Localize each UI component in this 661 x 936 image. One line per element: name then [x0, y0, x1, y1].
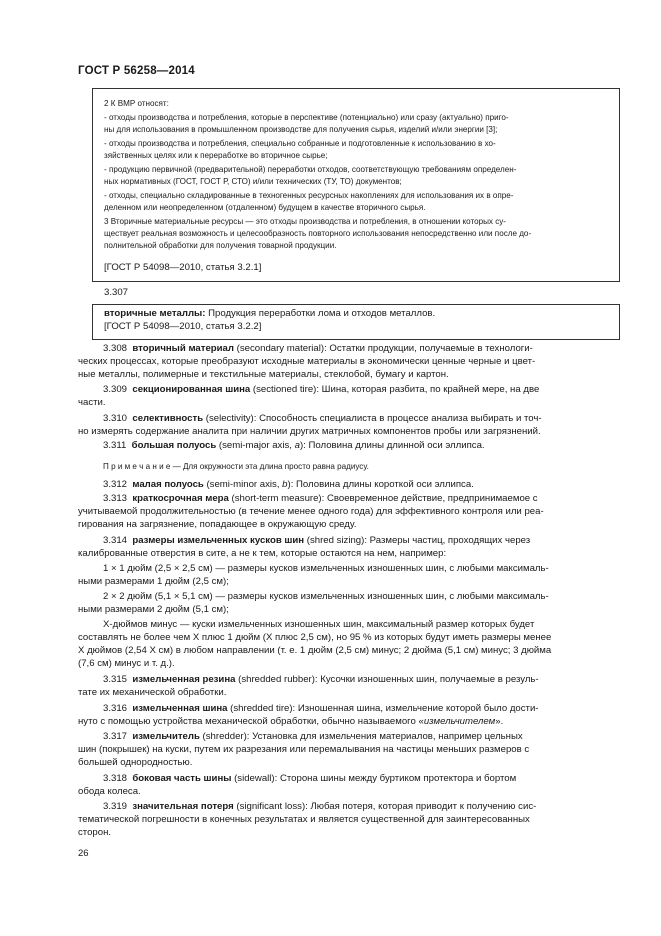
term-307-line: [104, 308, 610, 321]
entry-line: но измерять содержание аналита при наличии других матричных компонентов пробы или загрязнений.: [78, 426, 541, 437]
term-number: 3.313: [103, 493, 128, 504]
note-line: полнительной обработки для получения товарной продукции.: [104, 241, 337, 250]
example-line: ными размерами 1 дюйм (2,5 см);: [78, 576, 229, 587]
entry-line: [103, 674, 615, 687]
example-line: X дюймов (2,54 X см) в любом направлении (т. е. 1 дюйм (2,5 см) минус; 2 дюйма (5,1 см) минус; 3 дюйма: [78, 645, 552, 656]
entry-line: [103, 384, 615, 397]
note-line: ных нормативных (ГОСТ, ГОСТ Р, СТО) и/или технических (ТУ, ТО) документов;: [104, 177, 402, 186]
term-number: 3.316: [103, 703, 128, 714]
term-number: 3.307: [104, 287, 129, 298]
note-line: ны для использования в промышленном производстве для получения сырья, изделий и/или энергии [3];: [104, 125, 498, 134]
term-definition: (shredder): Установка для измельчения материалов, например цельных: [199, 731, 523, 742]
example-line: 1 × 1 дюйм (2,5 × 2,5 см) — размеры кусков измельченных изношенных шин, с любыми максималь-: [103, 563, 549, 574]
entry-line: ческих процессах, которые преобразуют исходные материалы в экономически ценные черные и цвет-: [78, 356, 536, 367]
entry-line: [103, 703, 615, 716]
entry-line: тематической погрешности в конечных результатах и является существенной для заинтересованных: [78, 814, 530, 825]
note-line: деленном или неопределенном (отдаленном) будущем в качестве вторичного сырья.: [104, 203, 426, 212]
document-header: ГОСТ Р 56258—2014: [78, 65, 195, 77]
term-definition: (shred sizing): Размеры частиц, проходящих через: [304, 535, 531, 546]
entry-line: ные металлы, полимерные и текстильные материалы, стеклобой, бумагу и картон.: [78, 369, 449, 380]
term-definition: (selectivity): Способность специалиста в процессе анализа выбирать и точ-: [203, 413, 542, 424]
term-name: боковая часть шины: [132, 773, 232, 784]
entry-line: большей однородностью.: [78, 757, 193, 768]
term-variable: b: [282, 479, 288, 490]
entry-line: гирования на загрязнение, попадающее в окружающую среду.: [78, 519, 357, 530]
term-number: 3.315: [103, 674, 128, 685]
term-name: значительная потеря: [132, 801, 234, 812]
term-definition: (shredded tire): Изношенная шина, измельчение которой было дости-: [227, 703, 539, 714]
entry-line: [103, 493, 615, 506]
note-line: ществует реальная возможность и целесообразность повторного использования непосредственно или после до-: [104, 229, 532, 238]
term-number: 3.310: [103, 413, 128, 424]
note-line: - продукцию первичной (предварительной) переработки отходов, соответствующую требованиям определен-: [104, 165, 517, 174]
entry-line: [103, 535, 615, 548]
term-definition: ): Половина длины короткой оси эллипса.: [287, 479, 474, 490]
example-line: X-дюймов минус — куски измельченных изношенных шин, максимальный размер которых будет: [103, 619, 535, 630]
entry-line: шин (покрышек) на куски, путем их разрезания или перемалывания на частицы меньших размеров с: [78, 744, 530, 755]
term-name: краткосрочная мера: [132, 493, 229, 504]
term-name: измельченная шина: [132, 703, 228, 714]
term-definition: Продукция переработки лома и отходов металлов.: [205, 308, 436, 319]
entry-note: П р и м е ч а н и е — Для окружности эта длина просто равна радиусу.: [103, 462, 369, 471]
note-line: - отходы, специально складированные в техногенных ресурсных накоплениях для использования их в опре-: [104, 191, 514, 200]
page-number: 26: [78, 848, 89, 859]
term-definition: ): Половина длины длинной оси эллипса.: [299, 440, 485, 451]
term-definition: нуто с помощью устройства механической обработки, обычно называемого «: [78, 716, 424, 727]
term-number: 3.311: [103, 440, 127, 451]
term-definition: (short-term measure): Своевременное действие, предпринимаемое с: [228, 493, 538, 504]
example-line: 2 × 2 дюйм (5,1 × 5,1 см) — размеры кусков измельченных изношенных шин, с любыми максималь-: [103, 591, 549, 602]
entry-line: [103, 801, 615, 814]
term-number: 3.318: [103, 773, 128, 784]
term-name: большая полуось: [131, 440, 217, 451]
term-name: измельчитель: [132, 731, 200, 742]
term-name: селективность: [132, 413, 204, 424]
entry-line: [103, 343, 615, 356]
entry-line: [103, 413, 615, 426]
note-line: - отходы производства и потребления, которые в перспективе (потенциально) или сразу (актуально) приго-: [104, 113, 509, 122]
term-definition: (sectioned tire): Шина, которая разбита, по крайней мере, на две: [250, 384, 540, 395]
entry-line: сторон.: [78, 827, 112, 838]
term-number: 3.317: [103, 731, 128, 742]
entry-line: тате их механической обработки.: [78, 687, 227, 698]
entry-line: [103, 773, 615, 786]
entry-line: учитываемой продолжительностью (в течение менее одного года) для эффективного контроля или реа-: [78, 506, 544, 517]
term-name: малая полуось: [132, 479, 204, 490]
entry-line: части.: [78, 397, 106, 408]
term-name: вторичные металлы:: [104, 308, 206, 319]
term-number: 3.312: [103, 479, 128, 490]
term-definition: (semi-minor axis,: [203, 479, 283, 490]
example-line: (7,6 см) минус и т. д.).: [78, 658, 175, 669]
entry-line: [103, 731, 615, 744]
term-definition: (shredded rubber): Кусочки изношенных шин, получаемые в резуль-: [235, 674, 539, 685]
term-variable: a: [294, 440, 300, 451]
term-name: вторичный материал: [132, 343, 234, 354]
term-reference: [ГОСТ Р 54098—2010, статья 3.2.2]: [104, 321, 262, 332]
entry-line: [103, 479, 615, 492]
term-number: 3.314: [103, 535, 128, 546]
entry-line: калиброванные отверстия в сите, а не к тем, которые остаются на нем, например:: [78, 548, 447, 559]
entry-line: обода колеса.: [78, 786, 141, 797]
term-emphasis: измельчителем: [423, 716, 496, 727]
term-definition: ».: [495, 716, 504, 727]
term-name: измельченная резина: [132, 674, 236, 685]
note-reference: [ГОСТ Р 54098—2010, статья 3.2.1]: [104, 262, 262, 273]
note-line: зяйственных целях или к переработке во вторичное сырье;: [104, 151, 328, 160]
note-line: - отходы производства и потребления, специально собранные и подготовленные к использованию в хо-: [104, 139, 496, 148]
term-number: 3.319: [103, 801, 128, 812]
entry-line: [103, 440, 615, 453]
term-name: секционированная шина: [132, 384, 251, 395]
example-line: составлять не более чем X плюс 1 дюйм (X плюс 2,5 см), но 95 % из которых будут иметь размеры менее: [78, 632, 552, 643]
term-number: 3.308: [103, 343, 128, 354]
note-line: 2 К ВМР относят:: [104, 99, 169, 108]
term-definition: (semi-major axis,: [216, 440, 295, 451]
term-number: 3.309: [103, 384, 128, 395]
term-definition: (significant loss): Любая потеря, которая приводит к получению сис-: [233, 801, 537, 812]
example-line: ными размерами 2 дюйм (5,1 см);: [78, 604, 229, 615]
term-definition: (secondary material): Остатки продукции, получаемые в технологи-: [233, 343, 533, 354]
term-name: размеры измельченных кусков шин: [132, 535, 305, 546]
entry-line: [78, 716, 615, 729]
note-line: 3 Вторичные материальные ресурсы — это отходы производства и потребления, в отношении которых су-: [104, 217, 506, 226]
term-definition: (sidewall): Сторона шины между буртиком протектора и бортом: [231, 773, 517, 784]
